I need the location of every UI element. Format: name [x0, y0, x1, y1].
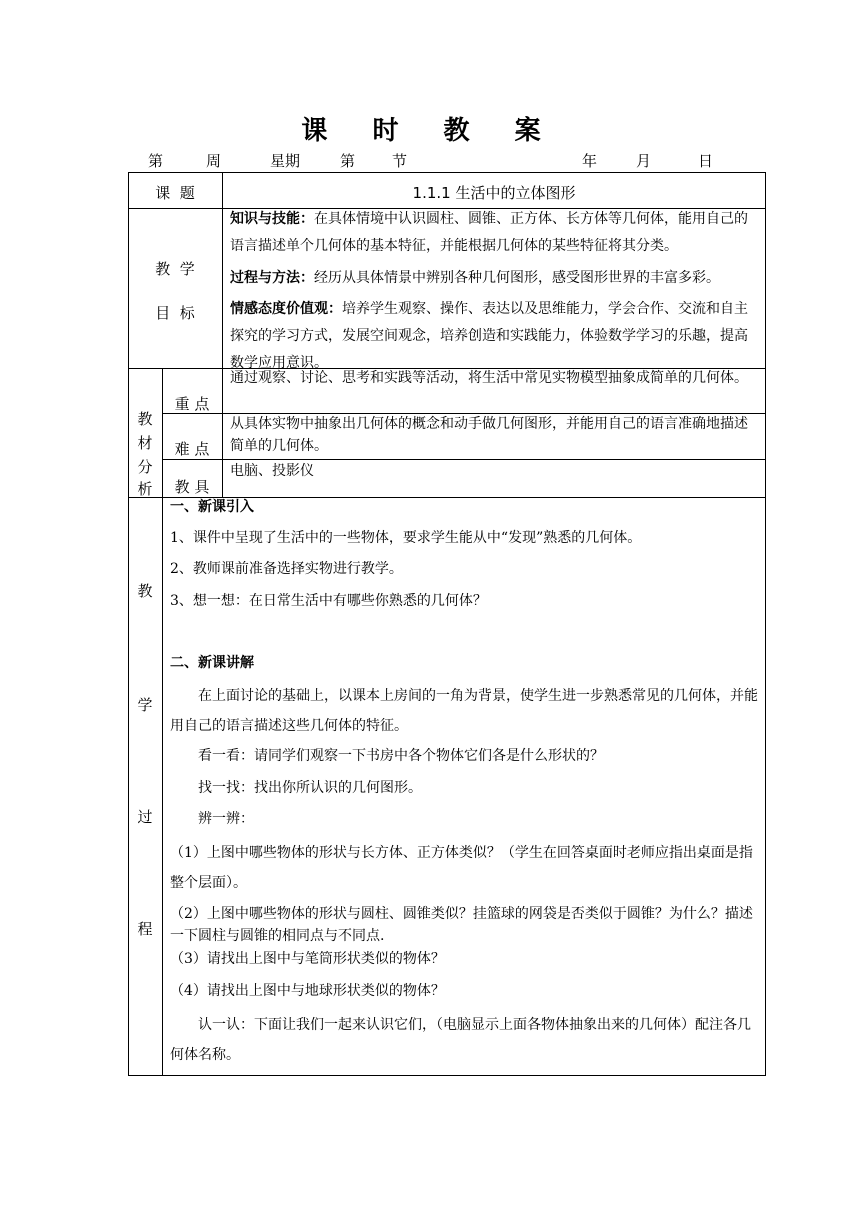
topic-label: 课 题 [155, 184, 195, 202]
page-title: 课 时 教 案 [301, 116, 559, 146]
look-prompt: 看一看：请同学们观察一下书房中各个物体它们各是什么形状的？ [198, 748, 604, 764]
question-4: （4）请找出上图中与地球形状类似的物体？ [170, 983, 445, 999]
date-year: 年 [582, 152, 598, 170]
topic-value: 1.1.1 生活中的立体图形 [412, 184, 576, 202]
date-line [128, 150, 768, 172]
find-prompt: 找一找：找出你所认识的几何图形。 [198, 780, 422, 796]
recognize-prompt: 认一认：下面让我们一起来认识它们，（电脑显示上面各物体抽象出来的几何体）配注各几何体名称。 [170, 1017, 751, 1063]
date-month: 月 [636, 152, 652, 170]
intro-item-2: 2、教师课前准备选择实物进行教学。 [170, 561, 403, 577]
analysis-label-2: 材 [137, 434, 153, 452]
date-weekday: 星期 [270, 152, 301, 170]
question-3: （3）请找出上图中与笔筒形状类似的物体？ [170, 951, 445, 967]
analysis-label-1: 教 [137, 410, 153, 428]
section-intro-title: 一、新课引入 [170, 499, 254, 515]
teaching-aids-label: 教 具 [174, 478, 210, 496]
key-point-label: 重 点 [174, 395, 210, 413]
difficulty-value: 从具体实物中抽象出几何体的概念和动手做几何图形，并能用自己的语言准确地描述简单的几何体。 [230, 416, 748, 454]
process-label-4: 程 [137, 920, 153, 938]
section-lecture-title: 二、新课讲解 [170, 655, 254, 671]
analysis-label-3: 分 [137, 458, 153, 476]
teaching-aids-value: 电脑、投影仪 [230, 463, 314, 479]
date-period: 节 [392, 152, 408, 170]
objective-knowledge [230, 206, 758, 260]
objective-attitude-body: 培养学生观察、操作、表达以及思维能力，学会合作、交流和自主探究的学习方式，发展空间观念，培养创造和实践能力，体验数学学习的乐趣，提高数学应用意识。 [230, 301, 748, 371]
process-label-1: 教 [137, 582, 153, 600]
date-day: 日 [698, 152, 714, 170]
key-point-value: 通过观察、讨论、思考和实践等活动，将生活中常见实物模型抽象成简单的几何体。 [230, 370, 748, 386]
objective-knowledge-body: 在具体情境中认识圆柱、圆锥、正方体、长方体等几何体，能用自己的语言描述单个几何体的基本特征，并能根据几何体的某些特征将其分类。 [230, 211, 748, 254]
objective-process-body: 经历从具体情景中辨别各种几何图形，感受图形世界的丰富多彩。 [314, 270, 720, 286]
date-week-prefix: 第 [148, 152, 164, 170]
objectives-label-top: 教 学 [155, 260, 195, 278]
process-label-2: 学 [137, 696, 153, 714]
process-label-3: 过 [137, 808, 153, 826]
lecture-paragraph: 在上面讨论的基础上，以课本上房间的一角为背景，使学生进一步熟悉常见的几何体，并能用自己的语言描述这些几何体的特征。 [170, 688, 758, 734]
intro-item-3: 3、想一想：在日常生活中有哪些你熟悉的几何体？ [170, 593, 487, 609]
objective-process-head: 过程与方法： [230, 270, 314, 286]
analysis-label-4: 析 [137, 480, 153, 498]
objectives-label-bottom: 目 标 [155, 304, 195, 322]
question-1: （1）上图中哪些物体的形状与长方体、正方体类似？（学生在回答桌面时老师应指出桌面是指整个层面）。 [170, 845, 753, 891]
date-period-prefix: 第 [340, 152, 356, 170]
distinguish-prompt: 辨一辨： [198, 811, 254, 827]
objective-knowledge-head: 知识与技能： [230, 211, 314, 227]
intro-item-1: 1、课件中呈现了生活中的一些物体，要求学生能从中“发现”熟悉的几何体。 [170, 530, 642, 546]
date-week: 周 [206, 152, 222, 170]
difficulty-label: 难 点 [174, 440, 210, 458]
question-2: （2）上图中哪些物体的形状与圆柱、圆锥类似？挂篮球的网袋是否类似于圆锥？为什么？描述一下圆柱与圆锥的相同点与不同点. [170, 906, 753, 944]
objective-attitude [230, 296, 758, 377]
objective-attitude-head: 情感态度价值观： [230, 301, 342, 317]
objective-process [230, 265, 758, 292]
